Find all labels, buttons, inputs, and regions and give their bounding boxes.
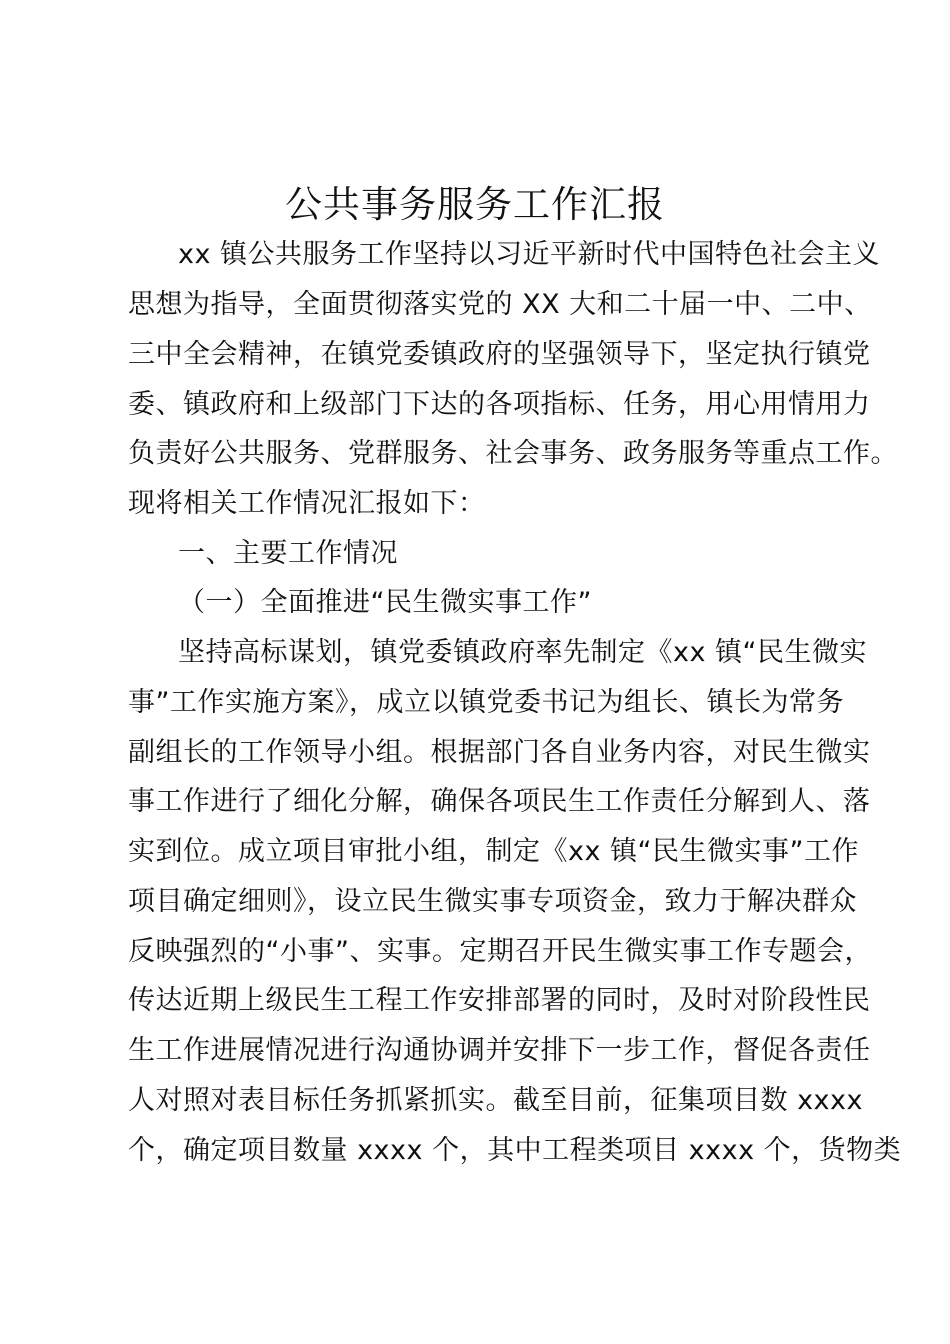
paragraph-line: 项目确定细则》，设立民生微实事专项资金，致力于解决群众 — [128, 886, 857, 917]
paragraph-line: 负责好公共服务、党群服务、社会事务、政务服务等重点工作。 — [128, 438, 898, 469]
paragraph-line: 生工作进展情况进行沟通协调并安排下一步工作，督促各责任 — [128, 1035, 871, 1066]
paragraph-line: 实到位。成立项目审批小组，制定《xx 镇“民生微实事”工作 — [128, 836, 860, 867]
paragraph-line: 委、镇政府和上级部门下达的各项指标、任务，用心用情用力 — [128, 389, 871, 420]
section-heading: 一、主要工作情况 — [178, 538, 398, 569]
subsection-heading: （一）全面推进“民生微实事工作” — [178, 587, 592, 618]
paragraph-line: 个，确定项目数量 xxxx 个，其中工程类项目 xxxx 个，货物类 — [128, 1135, 902, 1166]
paragraph-line: 坚持高标谋划，镇党委镇政府率先制定《xx 镇“民生微实 — [178, 637, 868, 668]
document-title: 公共事务服务工作汇报 — [285, 183, 665, 226]
paragraph-line: 反映强烈的“小事”、实事。定期召开民生微实事工作专题会， — [128, 936, 872, 967]
paragraph-line: 三中全会精神，在镇党委镇政府的坚强领导下，坚定执行镇党 — [128, 339, 871, 370]
paragraph-line: 事”工作实施方案》，成立以镇党委书记为组长、镇长为常务 — [128, 687, 844, 718]
paragraph-line: 人对照对表目标任务抓紧抓实。截至目前，征集项目数 xxxx — [128, 1085, 863, 1116]
paragraph-line: 事工作进行了细化分解，确保各项民生工作责任分解到人、落 — [128, 786, 871, 817]
paragraph-line: xx 镇公共服务工作坚持以习近平新时代中国特色社会主义 — [178, 239, 881, 270]
paragraph-line: 副组长的工作领导小组。根据部门各自业务内容，对民生微实 — [128, 737, 871, 768]
paragraph-line: 现将相关工作情况汇报如下： — [128, 488, 486, 519]
paragraph-line: 思想为指导，全面贯彻落实党的 XX 大和二十届一中、二中、 — [128, 289, 872, 320]
paragraph-line: 传达近期上级民生工程工作安排部署的同时，及时对阶段性民 — [128, 985, 871, 1016]
